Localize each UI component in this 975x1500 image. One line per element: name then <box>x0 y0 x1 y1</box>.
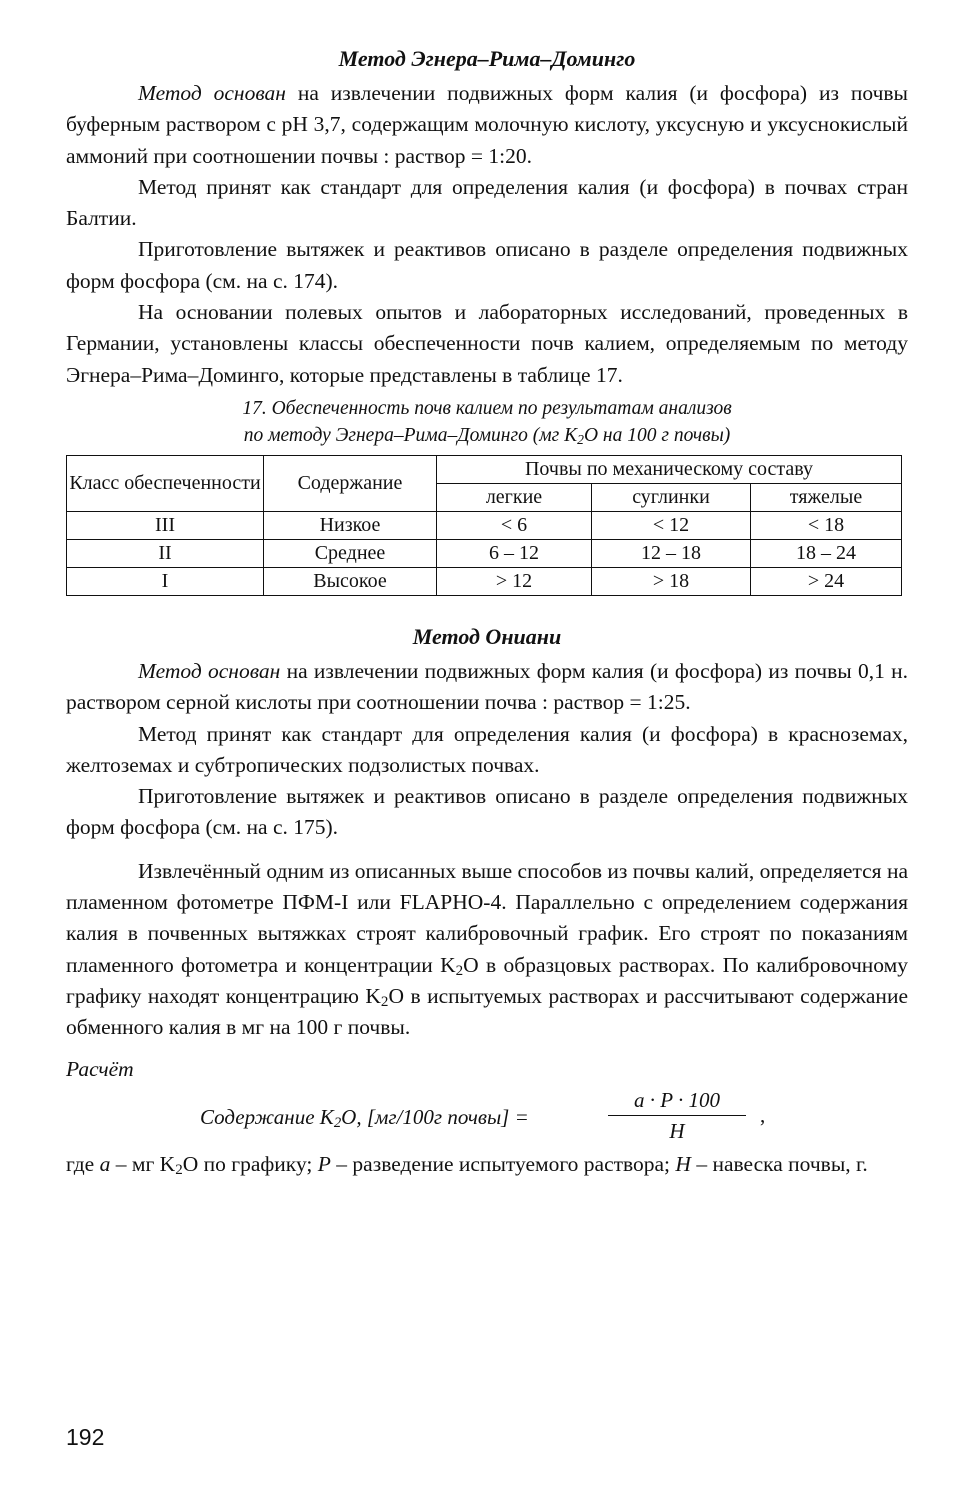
paragraph-text: O в испытуемых растворах и рассчитывают содержание обменного калия в мг на 100 г почвы. <box>66 983 908 1040</box>
paragraph-oniani-prep: Приготовление вытяжек и реактивов описано в разделе определения подвижных форм фосфора (см. на с. 175). <box>66 784 908 840</box>
cell-content: Высокое <box>264 567 437 595</box>
paragraph-egner-prep: Приготовление вытяжек и реактивов описано в разделе определения подвижных форм фосфора (см. на с. 174). <box>66 237 908 293</box>
lead-phrase: Метод основан <box>138 81 286 105</box>
section-title-egner: Метод Эгнера–Рима–Доминго <box>338 46 636 71</box>
var-h: H <box>675 1151 691 1176</box>
table-row <box>67 539 902 567</box>
cell-class: I <box>67 567 264 595</box>
var-a: a <box>99 1151 111 1176</box>
caption-sub: 2 <box>577 431 584 447</box>
table-row <box>67 567 902 595</box>
cell-heavy: > 24 <box>751 567 902 595</box>
where-text: – навеска почвы, г. <box>690 1151 868 1176</box>
lead-phrase: Метод основан <box>138 658 281 683</box>
cell-loam: < 12 <box>592 511 751 539</box>
cell-light: 6 – 12 <box>437 539 592 567</box>
formula-denominator: H <box>669 1118 685 1143</box>
formula-fraction <box>608 1085 746 1146</box>
formula <box>66 1085 908 1149</box>
paragraph-egner-method <box>66 78 908 172</box>
cell-light: > 12 <box>437 567 592 595</box>
caption-line-1: 17. Обеспеченность почв калием по результатам анализов <box>242 397 732 419</box>
page <box>66 40 908 1180</box>
table-caption <box>66 395 908 449</box>
cell-loam: 12 – 18 <box>592 539 751 567</box>
page-number: 192 <box>66 1424 105 1450</box>
cell-class: II <box>67 539 264 567</box>
cell-class: III <box>67 511 264 539</box>
section-title-oniani: Метод Ониани <box>412 623 562 649</box>
var-p: P <box>317 1151 331 1176</box>
header-heavy: тяжелые <box>751 483 902 511</box>
caption-text: O на 100 г почвы) <box>583 424 731 446</box>
potassium-table <box>66 455 902 596</box>
paragraph-where <box>66 1149 908 1180</box>
formula-text: O, [мг/100г почвы] = <box>341 1104 529 1129</box>
formula-left <box>200 1105 529 1130</box>
paragraph-text: Извлечённый одним из описанных выше способов из почвы калий, определяется на пламенном фотометре ПФМ-I или FLAPHO-4. Параллельно с определением содержания калия в почвенных вытяжках строят калибровочный график. Его строят по показаниям пламенного фотометра и концентрации K <box>66 858 908 977</box>
paragraph-oniani-method <box>66 656 908 719</box>
where-text: O по графику; <box>182 1151 318 1176</box>
header-class: Класс обеспеченности <box>67 455 264 511</box>
cell-content: Среднее <box>264 539 437 567</box>
paragraph-egner-classes: На основании полевых опытов и лабораторных исследований, проведенных в Германии, установлены классы обеспеченности почв калием, определяемым по методу Эгнера–Рима–Доминго, которые представлены в таблице 17. <box>66 300 908 387</box>
caption-line-2 <box>66 422 908 449</box>
cell-loam: > 18 <box>592 567 751 595</box>
subscript: 2 <box>455 962 464 979</box>
where-text: – разведение испытуемого раствора; <box>330 1151 676 1176</box>
paragraph-oniani-standard: Метод принят как стандарт для определения калия (и фосфора) в красноземах, желтоземах и субтропических подзолистых почвах. <box>66 721 908 777</box>
header-soils: Почвы по механическому составу <box>437 455 902 483</box>
subscript: 2 <box>333 1114 342 1131</box>
cell-content: Низкое <box>264 511 437 539</box>
header-light: легкие <box>437 483 592 511</box>
cell-heavy: 18 – 24 <box>751 539 902 567</box>
formula-comma: , <box>760 1102 766 1127</box>
cell-light: < 6 <box>437 511 592 539</box>
subscript: 2 <box>175 1161 183 1178</box>
header-content: Содержание <box>264 455 437 511</box>
paragraph-egner-standard: Метод принят как стандарт для определения калия (и фосфора) в почвах стран Балтии. <box>66 174 908 231</box>
calc-heading: Расчёт <box>66 1056 134 1081</box>
cell-heavy: < 18 <box>751 511 902 539</box>
where-text: – мг K <box>110 1151 176 1176</box>
formula-numerator: a · P · 100 <box>608 1085 746 1116</box>
caption-text: по методу Эгнера–Рима–Доминго (мг K <box>243 424 578 446</box>
paragraph-determination <box>66 856 908 1044</box>
formula-text: Содержание K <box>200 1104 334 1129</box>
paragraph-text: на извлечении подвижных форм калия (и фосфора) из почвы 0,1 н. раствором серной кислоты при соотношении почва : раствор = 1:25. <box>66 658 909 715</box>
where-text: где <box>66 1151 100 1176</box>
subscript: 2 <box>380 993 389 1010</box>
table-row <box>67 511 902 539</box>
header-loam: суглинки <box>592 483 751 511</box>
paragraph-text: O в образцовых растворах. По калибровочному графику находят концентрацию K <box>66 952 908 1008</box>
paragraph-text: на извлечении подвижных форм калия (и фосфора) из почвы буферным раствором с pH 3,7, содержащим молочную кислоту, уксусную и уксуснокислый аммоний при соотношении почвы : раствор = 1:20. <box>66 81 908 168</box>
